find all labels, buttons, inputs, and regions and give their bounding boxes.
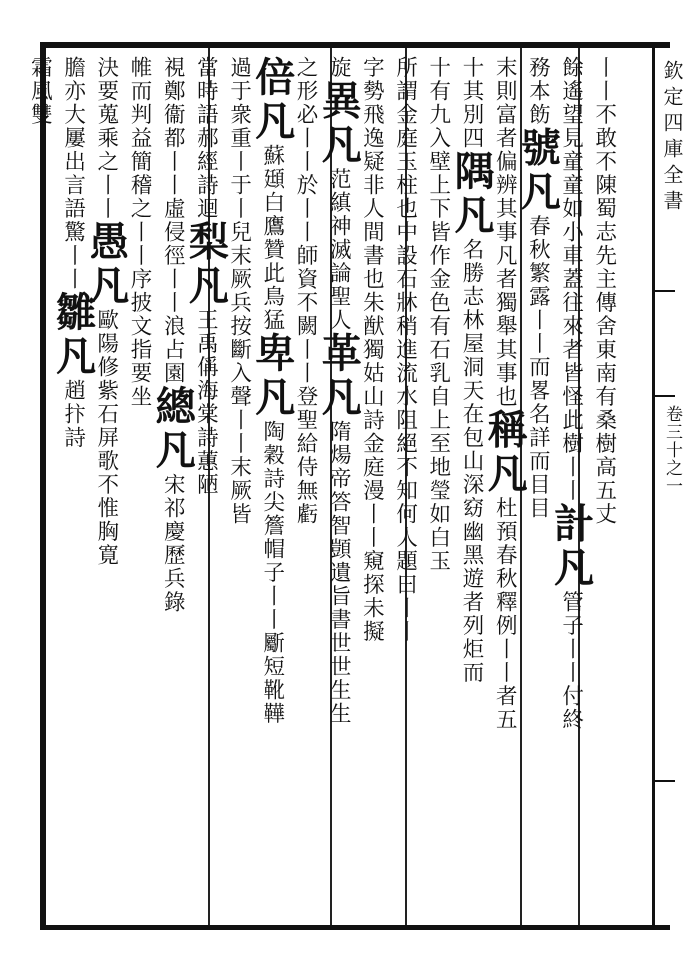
entry-headword: 雛凡	[49, 291, 97, 379]
entry-headword: 愚凡	[82, 220, 130, 309]
entry-text: 末則富者偏辨其事凡者獨舉其事也	[492, 56, 518, 409]
entry-text: 春秋繁露丨丨而畧名詳而目目	[525, 214, 551, 520]
entry-text: 過于衆重丨于丨兒末厥兵按斷入聲丨丨末厥皆	[226, 56, 252, 526]
text-column	[24, 56, 54, 127]
entry-text: 丨丨不敢不陳蜀志先主傳舍東南有桑樹高五丈	[591, 56, 617, 526]
entry-headword: 革凡	[315, 332, 363, 420]
entry-text: 決要蒐乘之丨丨	[93, 56, 119, 221]
entry-text: 歐陽修紫石屏歌不惟胸寛	[93, 308, 119, 567]
text-column	[248, 56, 296, 726]
entry-text: 宋祁慶歷兵錄	[160, 473, 186, 614]
text-column	[149, 56, 197, 614]
entry-text: 陶穀詩尖簷帽子丨丨斸短靴鞾	[259, 420, 285, 726]
entry-headword: 計凡	[547, 502, 595, 591]
entry-text: 餘遙望見童童如小車蓋往來者皆怪此樹丨丨	[558, 56, 584, 503]
margin-book-title: 欽定四庫全書	[660, 60, 684, 216]
entry-text: 帷而判益簡稽之丨丨序披文指要坐	[127, 56, 152, 409]
entry-text: 霜風雙	[27, 56, 53, 127]
entry-text: 視鄭衞都丨丨虛侵徑丨丨浪占園	[160, 56, 186, 385]
entry-headword: 倍凡	[248, 56, 296, 144]
entry-text: 管子丨丨付終	[558, 590, 584, 732]
entry-headword: 梨凡	[182, 220, 230, 309]
entry-text: 杜預春秋釋例丨丨者五	[492, 496, 518, 732]
entry-headword: 異凡	[315, 79, 363, 168]
frame-bottom-border	[40, 925, 670, 930]
margin-divider	[655, 780, 675, 782]
text-column	[390, 56, 420, 644]
text-column	[49, 56, 97, 450]
entry-text: 名勝志林屋洞天在包山深窈幽黑遊者列炬而	[459, 238, 484, 685]
margin-divider	[655, 290, 675, 292]
entry-headword: 號凡	[514, 126, 562, 215]
text-column	[448, 56, 495, 685]
entry-text: 之形必丨丨於丨丨師資不闕丨丨登聖給侍無虧	[293, 56, 318, 526]
frame-right-border	[652, 42, 655, 930]
entry-text: 膽亦大屢出言語驚丨丨	[60, 56, 86, 291]
entry-text: 所謂金庭玉柱也中設石牀稍進流水阻絕不知何人題曰丨丨	[392, 56, 418, 644]
frame-left-border	[40, 42, 46, 930]
entry-text: 十其別四	[459, 56, 484, 150]
margin-chapter: 卷三十之一	[662, 405, 682, 495]
entry-text: 字勢飛逸疑非人間書也朱猷獨姑山詩金庭漫丨丨窺探未擬	[359, 56, 385, 644]
entry-text: 范縝神滅論聖人	[326, 167, 352, 332]
frame-top-border	[40, 42, 670, 48]
entry-headword: 卑凡	[248, 332, 296, 420]
entry-headword: 隅凡	[448, 150, 495, 238]
text-column	[315, 56, 363, 726]
text-column	[423, 56, 453, 573]
margin-divider	[655, 395, 675, 397]
entry-text: 趙抃詩	[60, 379, 86, 450]
entry-text: 隋煬帝答智顗遺旨書世世生生	[326, 420, 352, 726]
text-column	[589, 56, 619, 526]
entry-text: 旋	[326, 56, 352, 80]
entry-headword: 總凡	[149, 385, 197, 473]
entry-text: 王禹偁海棠詩蕙陋	[193, 308, 219, 497]
entry-text: 務本飭	[525, 56, 551, 127]
entry-text: 當時語郝經詩迴	[193, 56, 219, 221]
entry-text: 蘇頲白鷹贊此鳥猛	[259, 144, 285, 332]
entry-headword: 稱凡	[481, 408, 529, 497]
entry-text: 十有九入壁上下皆作金色有石乳自上至地瑩如白玉	[425, 56, 451, 573]
